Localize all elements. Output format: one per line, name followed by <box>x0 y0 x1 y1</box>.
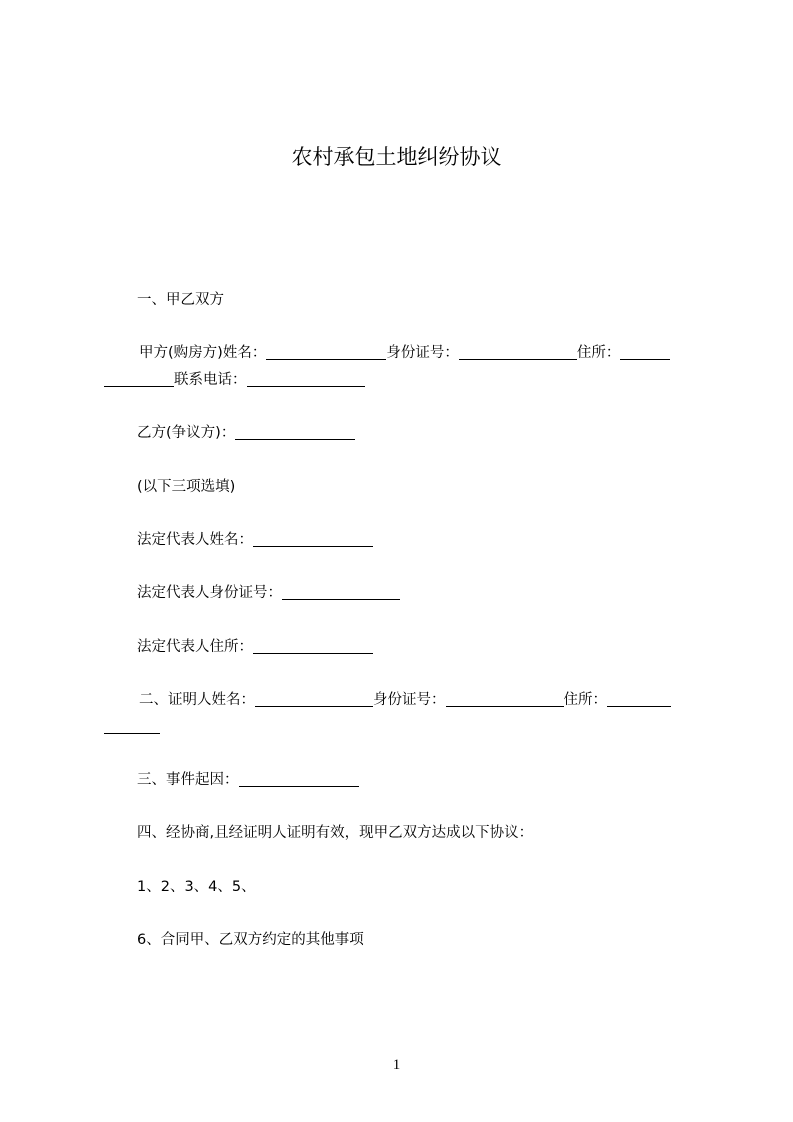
party-a-name-label: 甲方(购房方)姓名： <box>139 345 267 361</box>
witness-id-blank[interactable] <box>446 691 564 707</box>
cause-line <box>104 767 737 794</box>
legal-rep-address-line <box>104 634 737 661</box>
legal-rep-id-blank[interactable] <box>282 584 400 600</box>
party-a-name-blank[interactable] <box>266 344 386 360</box>
party-a-block <box>104 340 704 394</box>
section-parties-heading: 一、甲乙双方 <box>137 292 224 308</box>
witness-block <box>104 687 704 741</box>
legal-rep-id-line <box>104 580 737 607</box>
legal-rep-name-blank[interactable] <box>253 531 373 547</box>
witness-id-label: 身份证号： <box>373 692 446 708</box>
party-b-blank[interactable] <box>235 424 355 440</box>
legal-rep-name-label: 法定代表人姓名： <box>137 532 253 548</box>
witness-line-2 <box>104 714 704 741</box>
party-a-line-1 <box>104 340 704 367</box>
witness-address-label: 住所： <box>563 692 607 708</box>
witness-name-blank[interactable] <box>255 691 373 707</box>
page-title: 农村承包土地纠纷协议 <box>291 145 502 169</box>
agreement-intro: 四、经协商,且经证明人证明有效，现甲乙双方达成以下协议： <box>137 825 534 841</box>
optional-note: (以下三项选填) <box>137 479 236 495</box>
party-b-label: 乙方(争议方)： <box>137 425 236 441</box>
legal-rep-address-blank[interactable] <box>253 638 373 654</box>
party-a-id-blank[interactable] <box>459 344 577 360</box>
party-b-line <box>104 420 737 447</box>
party-a-address-blank-2[interactable] <box>104 371 174 387</box>
legal-rep-name-line <box>104 527 737 554</box>
party-a-id-label: 身份证号： <box>386 345 459 361</box>
witness-address-blank-1[interactable] <box>607 691 671 707</box>
witness-address-blank-2[interactable] <box>104 718 160 734</box>
legal-rep-address-label: 法定代表人住所： <box>137 639 253 655</box>
cause-blank[interactable] <box>239 771 359 787</box>
cause-label: 三、事件起因： <box>137 772 239 788</box>
party-a-phone-blank[interactable] <box>247 371 365 387</box>
numbered-items: 1、2、3、4、5、 <box>137 879 256 895</box>
party-a-phone-label: 联系电话： <box>174 372 247 388</box>
witness-name-label: 二、证明人姓名： <box>139 692 255 708</box>
party-a-address-blank-1[interactable] <box>620 344 670 360</box>
legal-rep-id-label: 法定代表人身份证号： <box>137 585 282 601</box>
witness-line-1 <box>104 687 704 714</box>
party-a-line-2 <box>104 367 704 394</box>
other-items: 6、合同甲、乙双方约定的其他事项 <box>137 932 364 948</box>
page-number: 1 <box>392 1057 401 1073</box>
party-a-address-label: 住所： <box>576 345 621 361</box>
